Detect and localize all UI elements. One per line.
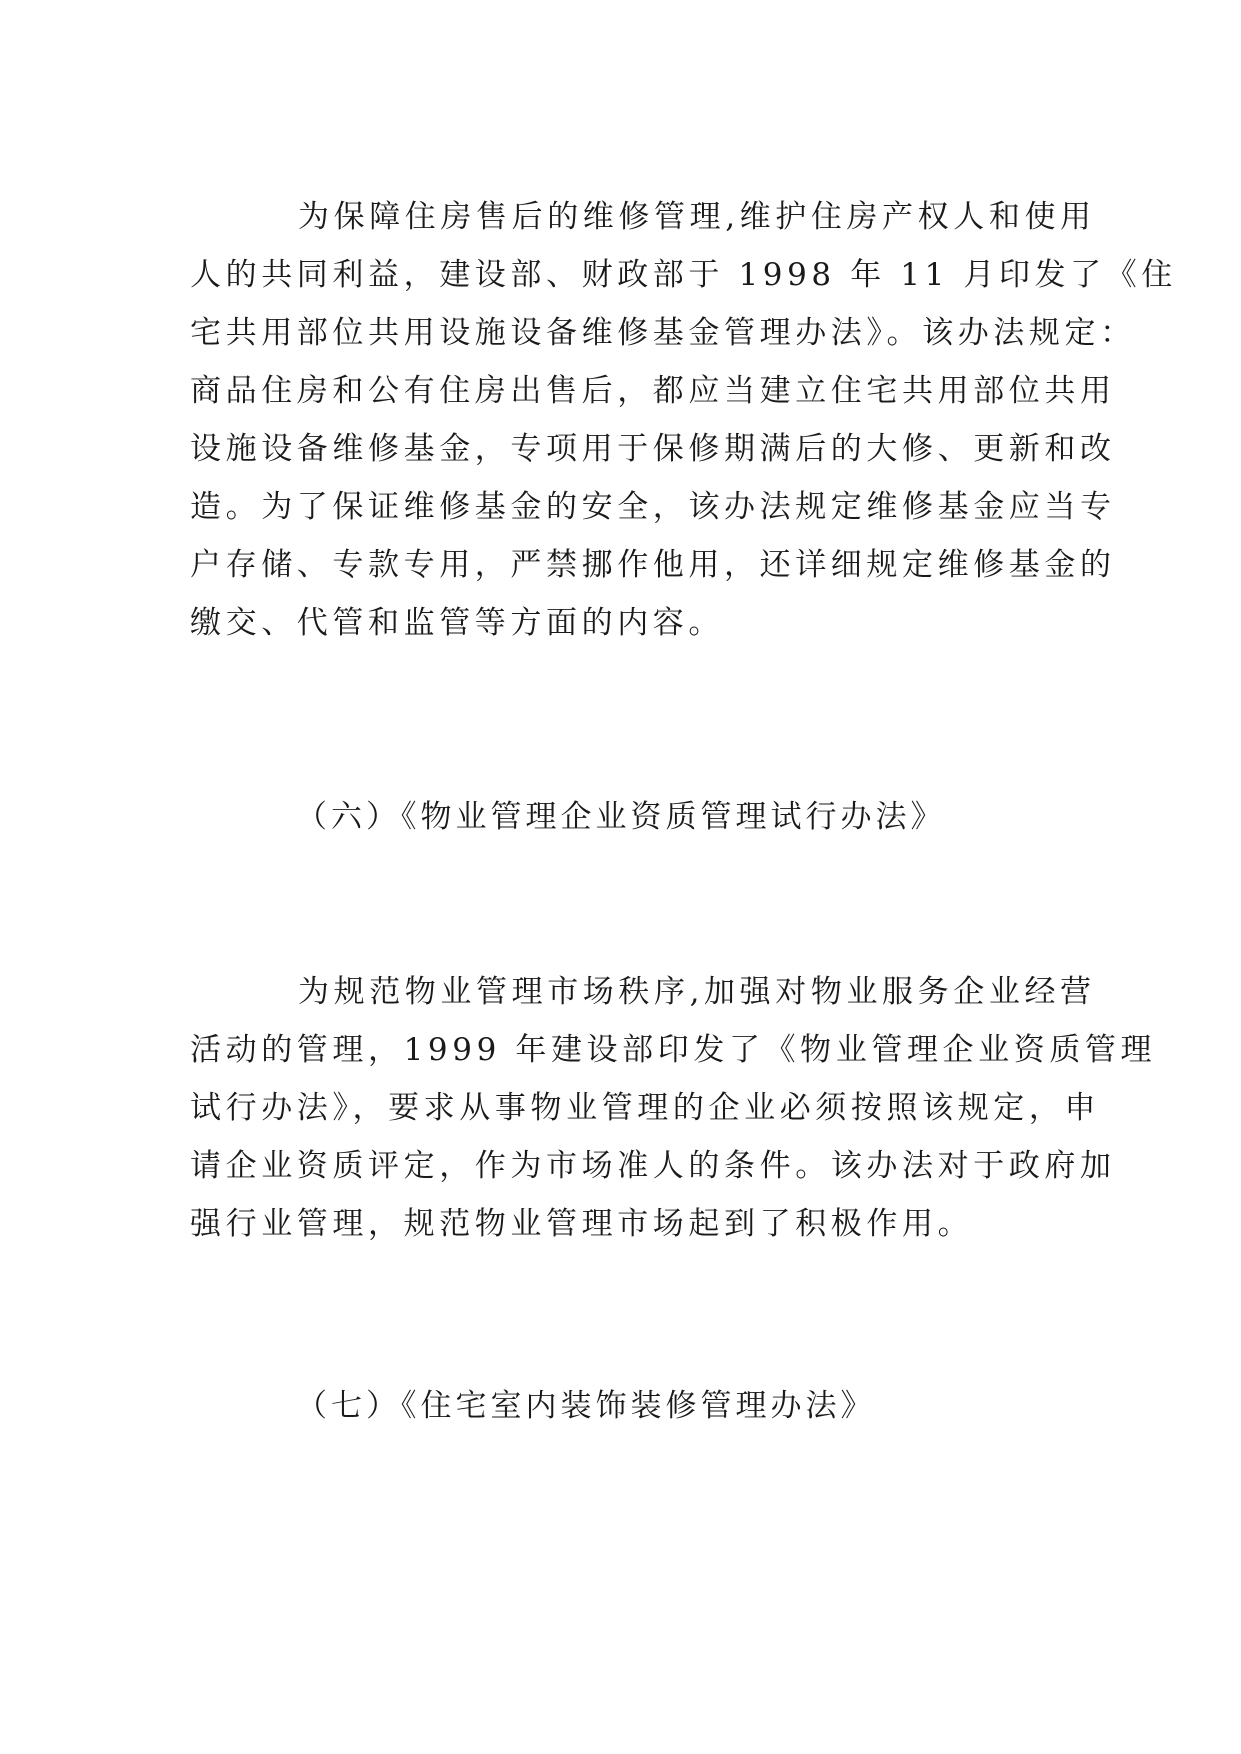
section-heading-7: （七）《住宅室内装饰装修管理办法》 — [296, 1388, 876, 1424]
paragraph-1-line-4: 商品住房和公有住房出售后，都应当建立住宅共用部位共用 — [190, 373, 1116, 409]
paragraph-2-line-3: 试行办法》，要求从事物业管理的企业必须按照该规定，申 — [190, 1090, 1101, 1126]
paragraph-1-line-8: 缴交、代管和监管等方面的内容。 — [190, 605, 724, 641]
paragraph-1-line-7: 户存储、专款专用，严禁挪作他用，还详细规定维修基金的 — [190, 547, 1116, 583]
paragraph-1-line-3: 宅共用部位共用设施设备维修基金管理办法》。该办法规定： — [190, 315, 1136, 351]
paragraph-1-line-1: 为保障住房售后的维修管理,维护住房产权人和使用 — [298, 199, 1096, 235]
paragraph-2-line-2: 活动的管理，1999 年建设部印发了《物业管理企业资质管理 — [190, 1032, 1157, 1068]
paragraph-2-line-1: 为规范物业管理市场秩序,加强对物业服务企业经营 — [298, 974, 1096, 1010]
paragraph-1-line-6: 造。为了保证维修基金的安全，该办法规定维修基金应当专 — [190, 489, 1116, 525]
section-heading-6: （六）《物业管理企业资质管理试行办法》 — [296, 799, 946, 835]
paragraph-1-line-2: 人的共同利益，建设部、财政部于 1998 年 11 月印发了《住 — [190, 257, 1177, 293]
paragraph-2-line-4: 请企业资质评定，作为市场准人的条件。该办法对于政府加 — [190, 1148, 1116, 1184]
paragraph-1-line-5: 设施设备维修基金，专项用于保修期满后的大修、更新和改 — [190, 431, 1116, 467]
paragraph-2-line-5: 强行业管理，规范物业管理市场起到了积极作用。 — [190, 1206, 974, 1242]
